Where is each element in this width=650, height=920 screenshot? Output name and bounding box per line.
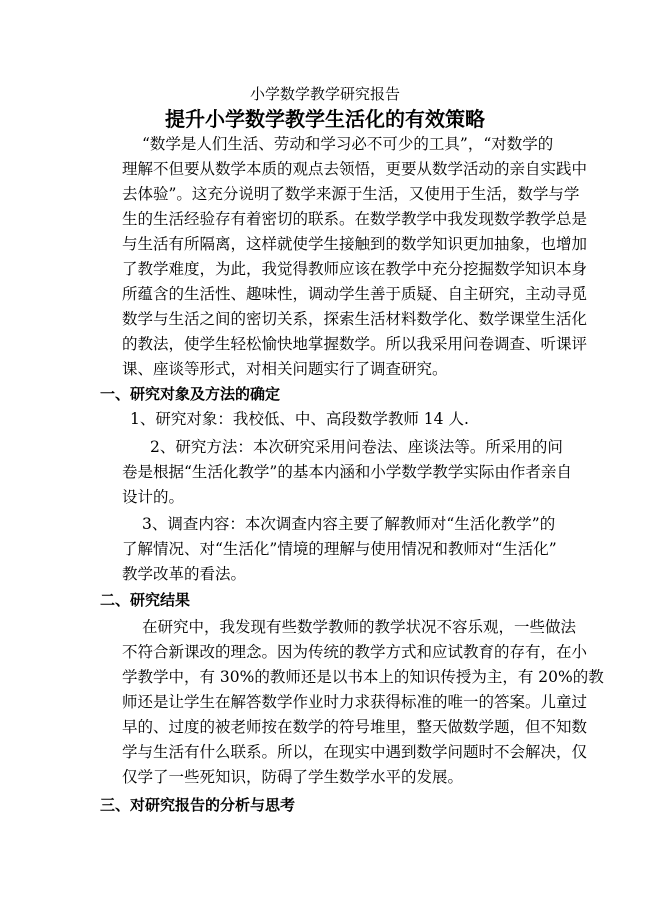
intro-line: 与生活有所隔离，这样就使学生接触到的数学知识更加抽象，也增加 xyxy=(122,235,588,253)
intro-line: 所蕴含的生活性、趣味性，调动学生善于质疑、自主研究，主动寻觅 xyxy=(122,285,588,303)
methods-item-subjects: 1、研究对象：我校低、中、高段数学教师 14 人. xyxy=(130,410,469,428)
section-heading-results: 二、研究结果 xyxy=(100,591,191,609)
results-line: 早的、过度的被老师按在数学的符号堆里，整天做数学题，但不知数 xyxy=(122,718,588,736)
intro-line: 课、座谈等形式，对相关问题实行了调查研究。 xyxy=(122,360,448,378)
approach-line: 2、研究方法：本次研究采用问卷法、座谈法等。所采用的问 xyxy=(150,438,563,456)
results-line: 在研究中，我发现有些数学教师的教学状况不容乐观，一些做法 xyxy=(142,618,577,636)
document-subtitle: 小学数学教学研究报告 xyxy=(249,85,400,103)
results-line: 学与生活有什么联系。所以，在现实中遇到数学问题时不会解决，仅 xyxy=(122,743,588,761)
content-line: 3、调查内容：本次调查内容主要了解教师对“生活化教学”的 xyxy=(142,515,556,533)
results-line: 不符合新课改的理念。因为传统的教学方式和应试教育的存有，在小 xyxy=(122,643,588,661)
results-line: 仅学了一些死知识，防碍了学生数学水平的发展。 xyxy=(122,768,464,786)
intro-line: 了教学难度，为此，我觉得教师应该在教学中充分挖掘数学知识本身 xyxy=(122,260,588,278)
results-line: 师还是让学生在解答数学作业时力求获得标准的唯一的答案。儿童过 xyxy=(122,693,588,711)
document-title: 提升小学数学教学生活化的有效策略 xyxy=(165,107,485,131)
content-line: 教学改革的看法。 xyxy=(122,565,247,583)
results-line: 学教学中，有 30%的教师还是以书本上的知识传授为主，有 20%的教 xyxy=(122,668,604,686)
intro-line: 的教法，使学生轻松愉快地掌握数学。所以我采用问卷调查、听课评 xyxy=(122,335,588,353)
intro-line: 生的生活经验存有着密切的联系。在数学教学中我发现数学教学总是 xyxy=(122,210,588,228)
intro-line: 数学与生活之间的密切关系，探索生活材料数学化、数学课堂生活化 xyxy=(122,310,588,328)
approach-line: 卷是根据“生活化教学”的基本内涵和小学数学教学实际由作者亲自 xyxy=(122,463,572,481)
intro-line: 去体验”。这充分说明了数学来源于生活，又使用于生活，数学与学 xyxy=(122,185,580,203)
content-line: 了解情况、对“生活化”情境的理解与使用情况和教师对“生活化” xyxy=(122,540,557,558)
section-heading-methods: 一、研究对象及方法的确定 xyxy=(100,385,281,403)
approach-line: 设计的。 xyxy=(122,488,185,506)
intro-line: 理解不但要从数学本质的观点去领悟，更要从数学活动的亲自实践中 xyxy=(122,160,588,178)
section-heading-analysis: 三、对研究报告的分析与思考 xyxy=(100,796,296,814)
intro-line: “数学是人们生活、劳动和学习必不可少的工具”，“对数学的 xyxy=(142,135,554,153)
